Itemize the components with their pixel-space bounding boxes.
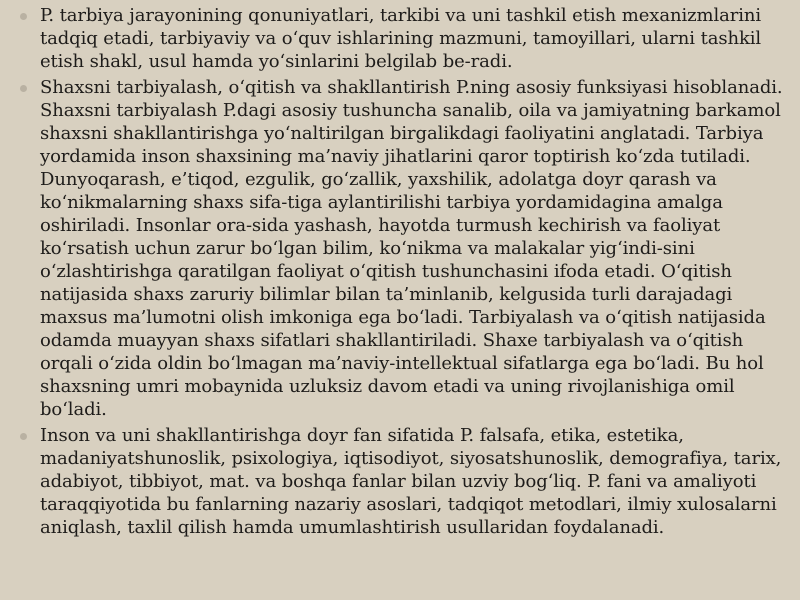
bullet-list	[16, 4, 786, 539]
bullet-item	[16, 4, 786, 73]
bullet-text: Shaxsni tarbiyalash, o‘qitish va shakllantirish P.ning asosiy funksiyasi hisoblanadi. Shaxsni tarbiyalash P.dagi asosiy tushuncha sanalib, oila va jamiyatning barkamol shaxsni shakllantirishga yo‘naltirilgan birgalikdagi faoliyatini anglatadi. Tarbiya yordamida inson shaxsining ma’naviy jihatlarini qaror toptirish ko‘zda tutiladi. Dunyoqarash, e’tiqod, ezgulik, go‘zallik, yaxshilik, adolatga doyr qarash va ko‘nikmalarning shaxs sifa-tiga aylantirilishi tarbiya yordamidagina amalga oshiriladi. Insonlar ora-sida yashash, hayotda turmush kechirish va faoliyat ko‘rsatish uchun zarur bo‘lgan bilim, ko‘nikma va malakalar yig‘indi-sini o‘zlashtirishga qaratilgan faoliyat o‘qitish tushunchasini ifoda etadi. O‘qitish natijasida shaxs zaruriy bilimlar bilan ta’minlanib, kelgusida turli darajadagi maxsus ma’lumotni olish imkoniga ega bo‘ladi. Tarbiyalash va o‘qitish natijasida odamda muayyan shaxs sifatlari shakllantiriladi. Shaxe tarbiyalash va o‘qitish orqali o‘zida oldin bo‘lmagan ma’naviy-intellektual sifatlarga ega bo‘ladi. Bu hol shaxsning umri mobaynida uzluksiz davom etadi va uning rivojlanishiga omil bo‘ladi.	[40, 77, 783, 420]
bullet-dot-icon	[20, 433, 27, 440]
bullet-text: Inson va uni shakllantirishga doyr fan sifatida P. falsafa, etika, estetika, madaniyatshunoslik, psixologiya, iqtisodiyot, siyosatshunoslik, demografiya, tarix, adabiyot, tibbiyot, mat. va boshqa fanlar bilan uzviy bog‘liq. P. fani va amaliyoti taraqqiyotida bu fanlarning nazariy asoslari, tadqiqot metodlari, ilmiy xulosalarni aniqlash, taxlil qilish hamda umumlashtirish usullaridan foydalanadi.	[40, 425, 782, 538]
bullet-item	[16, 76, 786, 421]
bullet-item	[16, 424, 786, 539]
bullet-text: P. tarbiya jarayonining qonuniyatlari, tarkibi va uni tashkil etish mexanizmlarini tadqiq etadi, tarbiyaviy va o‘quv ishlarining mazmuni, tamoyillari, ularni tashkil etish shakl, usul hamda yo‘sinlarini belgilab be-radi.	[40, 5, 762, 72]
bullet-dot-icon	[20, 13, 27, 20]
bullet-dot-icon	[20, 85, 27, 92]
